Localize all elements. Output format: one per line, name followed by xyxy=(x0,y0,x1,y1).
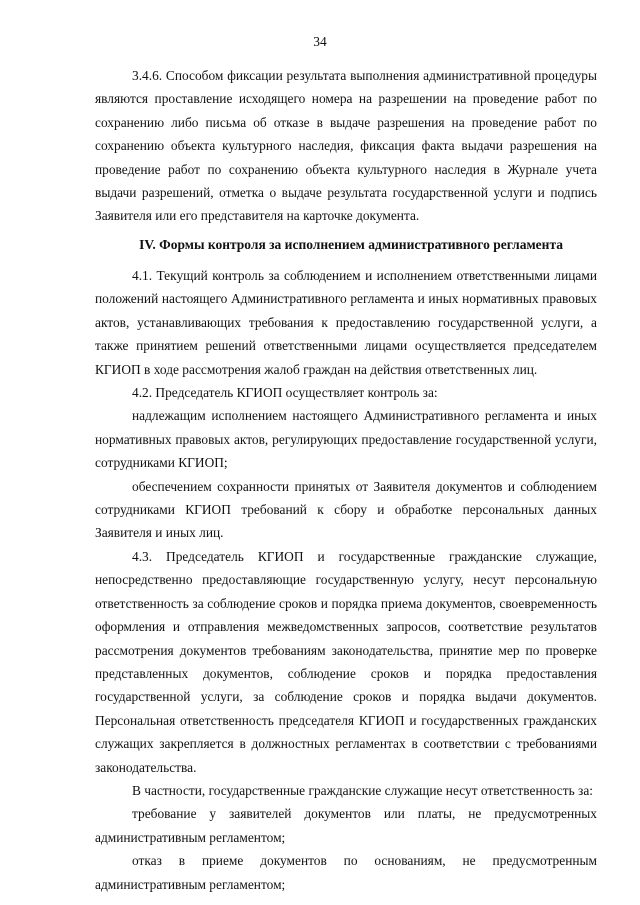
paragraph-4-1: 4.1. Текущий контроль за соблюдением и исполнением ответственными лицами положений настоящего Административного регламента и иных нормативных правовых актов, устанавливающих требования к предоставлению государственной услуги, а также принятием решений ответственными лицами осуществляется председателем КГИОП в ходе рассмотрения жалоб граждан на действия ответственных лиц. xyxy=(95,268,597,377)
section-iv-heading: IV. Формы контроля за исполнением административного регламента xyxy=(139,237,563,252)
paragraph-4-2: 4.2. Председатель КГИОП осуществляет контроль за: xyxy=(132,385,438,401)
paragraph-3-4-6: 3.4.6. Способом фиксации результата выполнения административной процедуры являются проставление исходящего номера на разрешении на проведение работ по сохранению либо письма об отказе в выдаче разрешения на проведение работ по сохранению объекта культурного наследия, фиксация факта выдачи разрешения на проведение работ по сохранению объекта культурного наследия в Журнале учета выдачи разрешений, отметка о выдаче результата государственной услуги и подпись Заявителя или его представителя на карточке документа. xyxy=(95,68,597,224)
paragraph-4-2-item-2: обеспечением сохранности принятых от Заявителя документов и соблюдением сотрудниками КГИОП требований к сбору и обработке персональных данных Заявителя и иных лиц. xyxy=(95,478,597,541)
paragraph-4-2-item-1: надлежащим исполнением настоящего Административного регламента и иных нормативных правовых актов, регулирующих предоставление государственной услуги, сотрудниками КГИОП; xyxy=(95,408,597,471)
section-iv-body xyxy=(95,264,597,896)
page-number: 34 xyxy=(313,34,327,49)
paragraph-responsibility-intro: В частности, государственные гражданские служащие несут ответственность за: xyxy=(132,782,594,798)
section-3-4-6-block xyxy=(95,64,597,228)
paragraph-4-3: 4.3. Председатель КГИОП и государственные гражданские служащие, непосредственно предоставляющие государственную услугу, несут персональную ответственность за соблюдение сроков и порядка приема документов, своевременность оформления и отправления межведомственных запросов, соответствие результатов рассмотрения документов требованиям законодательства, принятие мер по проверке представленных документов, соблюдение сроков и порядка предоставления государственной услуги, за соблюдение сроков и порядка выдачи документов. Персональная ответственность председателя КГИОП и государственных гражданских служащих закрепляется в должностных регламентах в соответствии с требованиями законодательства. xyxy=(95,548,597,775)
paragraph-responsibility-item-1: требование у заявителей документов или платы, не предусмотренных административным регламентом; xyxy=(95,806,597,845)
paragraph-responsibility-item-2: отказ в приеме документов по основаниям, не предусмотренным административным регламентом; xyxy=(95,853,597,892)
